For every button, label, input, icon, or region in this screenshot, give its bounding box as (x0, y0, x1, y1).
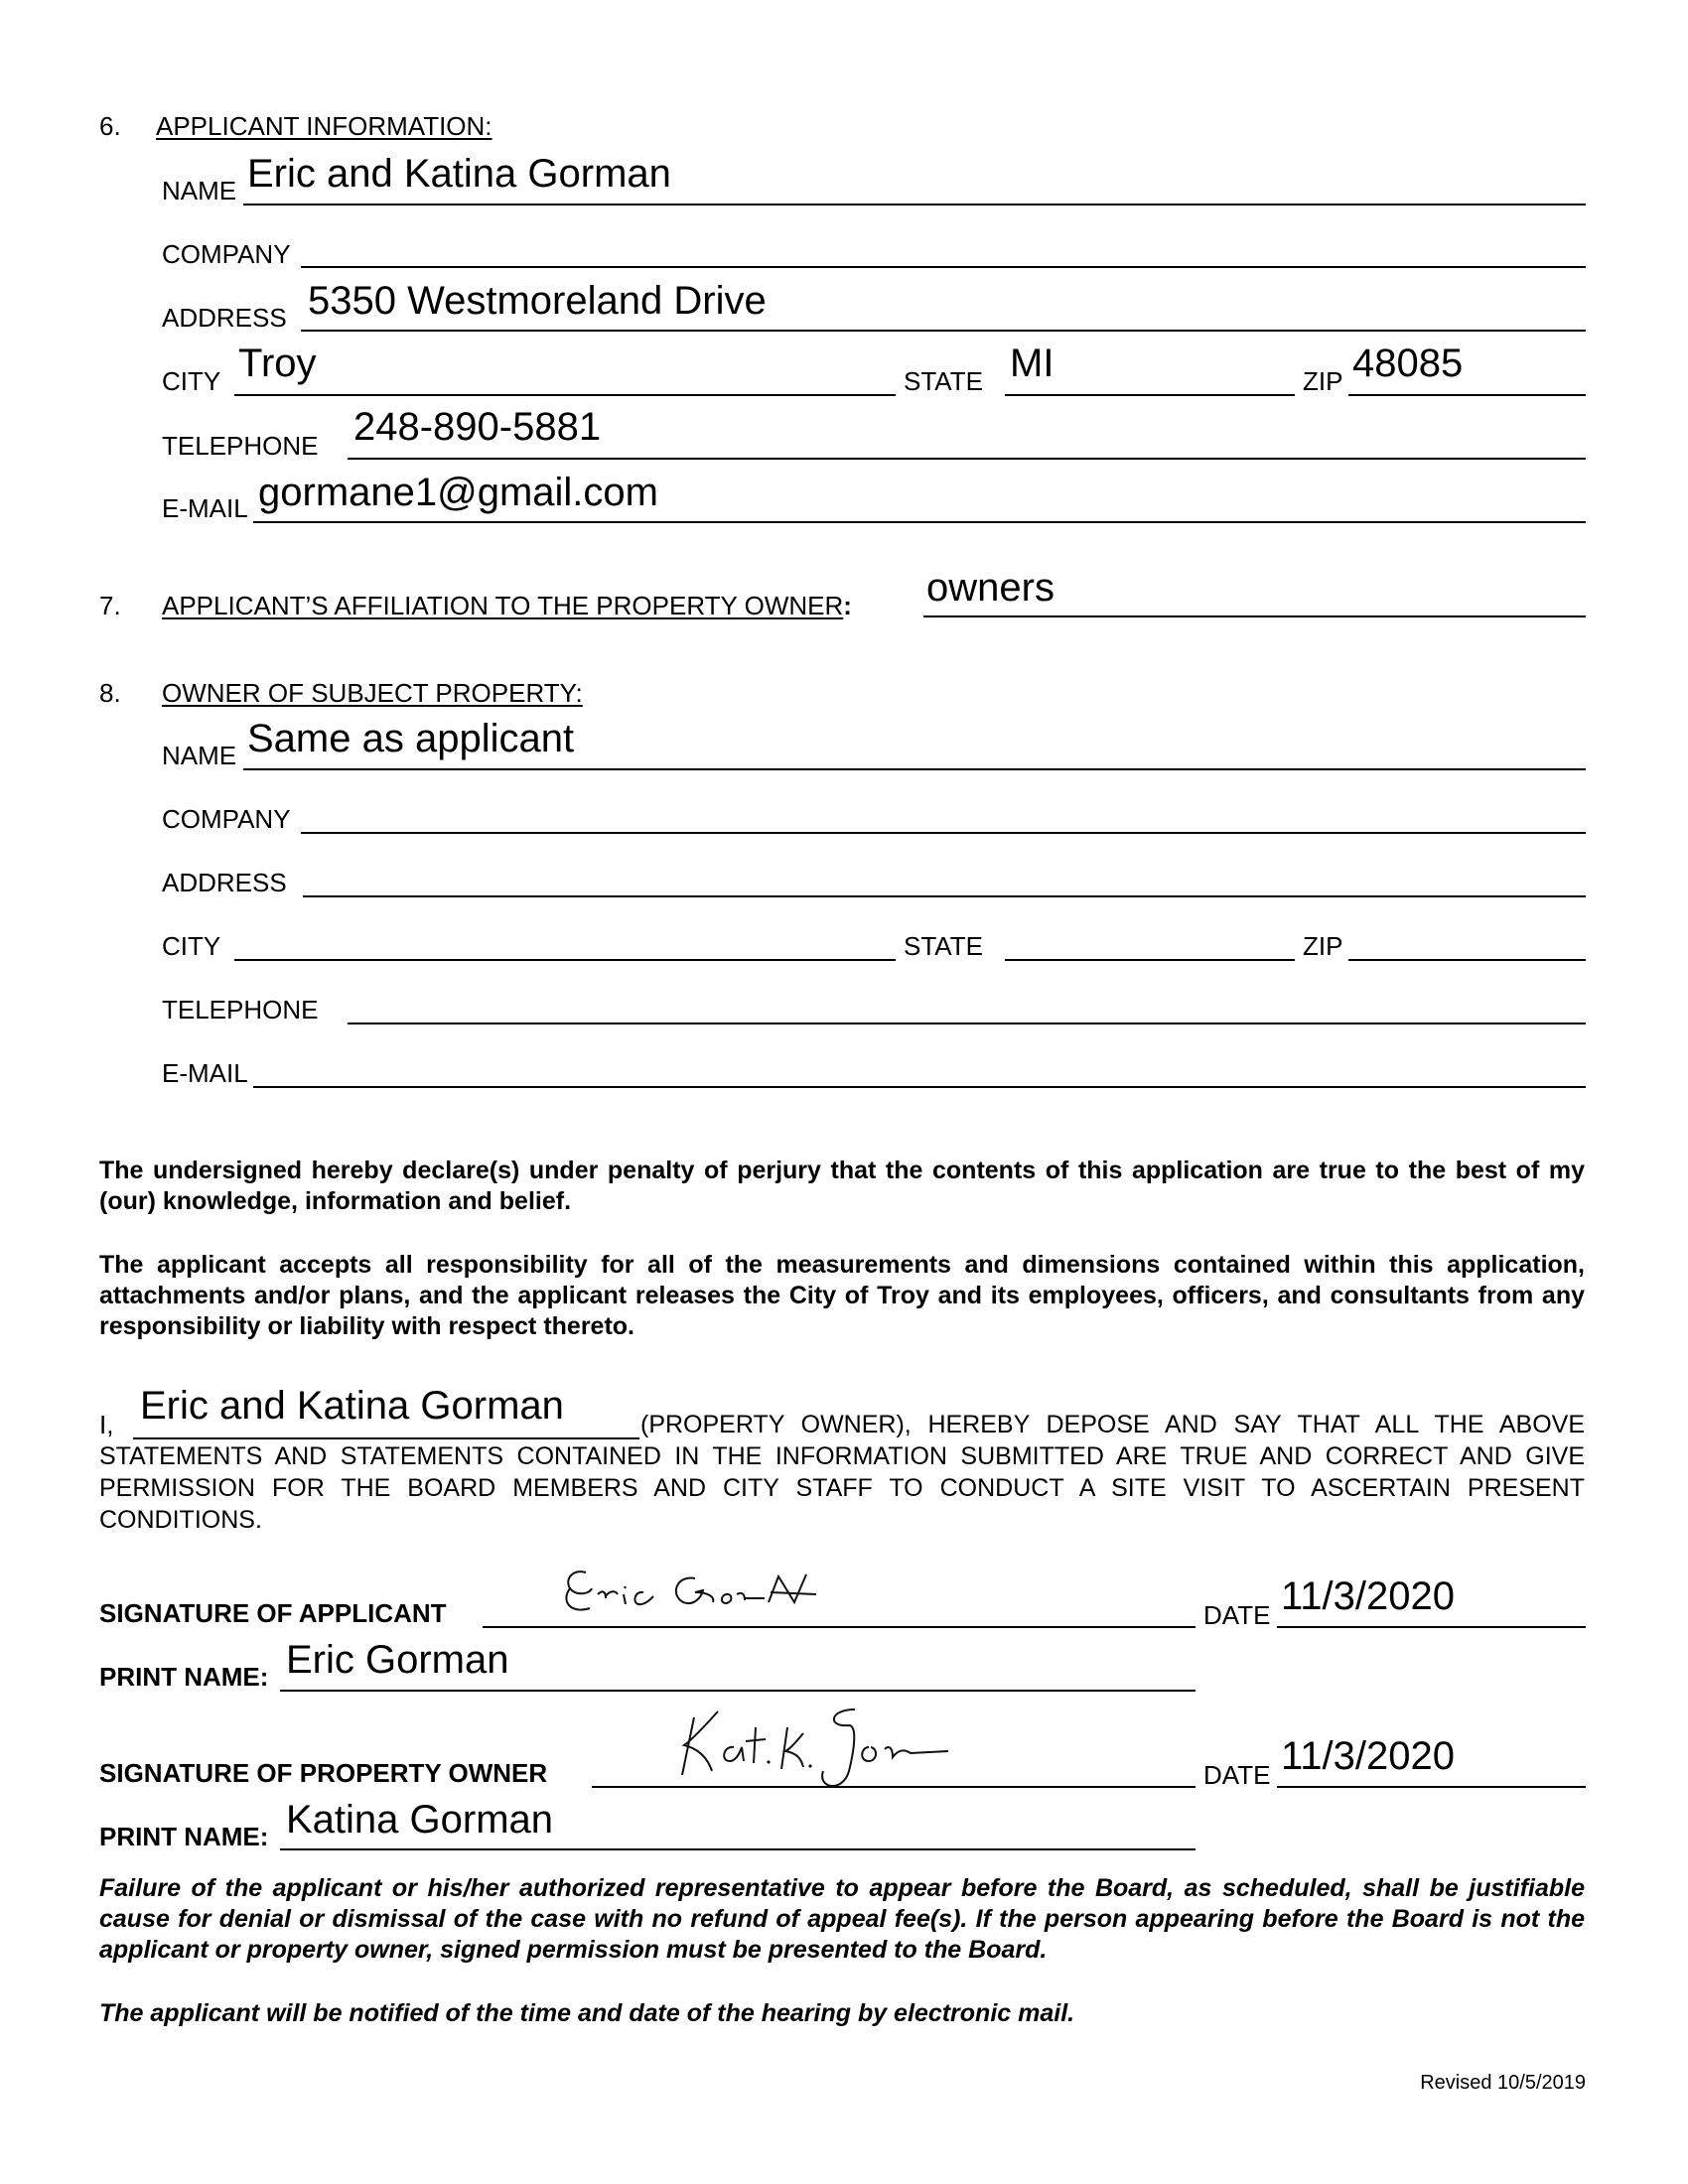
owner-state-label: STATE (904, 931, 983, 961)
applicant-telephone-value[interactable]: 248-890-5881 (353, 405, 602, 449)
applicant-date-value[interactable]: 11/3/2020 (1281, 1574, 1455, 1618)
applicant-email-line (253, 521, 1586, 523)
applicant-state-value[interactable]: MI (1010, 341, 1055, 385)
applicant-email-value[interactable]: gormane1@gmail.com (258, 471, 658, 514)
applicant-city-line (234, 394, 896, 396)
owner-telephone-line (348, 1023, 1586, 1024)
section-7-colon: : (843, 591, 852, 620)
section-6-number: 6. (99, 111, 121, 141)
applicant-signature-image (556, 1559, 834, 1624)
owner-address-line (303, 895, 1586, 897)
applicant-telephone-line (348, 458, 1586, 460)
applicant-date-label: DATE (1203, 1600, 1271, 1630)
applicant-signature-line (483, 1626, 1196, 1628)
owner-signature-image (660, 1698, 958, 1797)
affiliation-line (923, 615, 1586, 617)
owner-name-line (243, 768, 1586, 770)
section-7-heading: APPLICANT’S AFFILIATION TO THE PROPERTY OWNER (162, 591, 844, 620)
applicant-telephone-label: TELEPHONE (162, 431, 319, 461)
applicant-address-value[interactable]: 5350 Westmoreland Drive (308, 279, 767, 323)
owner-company-line (301, 832, 1586, 834)
responsibility-paragraph: The applicant accepts all responsibility for all of the measurements and dimensions contained within this application, attachments and/or plans, and the applicant releases the City of Troy and its employees, officers, and consultants from any responsibility or liability with respect thereto. (99, 1251, 1585, 1340)
owner-print-line (280, 1848, 1196, 1850)
applicant-print-value[interactable]: Eric Gorman (286, 1638, 509, 1682)
depose-owner-value[interactable]: Eric and Katina Gorman (140, 1384, 564, 1428)
applicant-city-label: CITY (162, 366, 221, 396)
applicant-print-label: PRINT NAME: (99, 1662, 269, 1692)
section-8-heading: OWNER OF SUBJECT PROPERTY: (162, 678, 583, 708)
notification-notice: The applicant will be notified of the time and date of the hearing by electronic mail. (99, 1999, 1075, 2027)
applicant-email-label: E-MAIL (162, 493, 248, 523)
applicant-company-label: COMPANY (162, 239, 291, 269)
section-6-heading: APPLICANT INFORMATION: (156, 111, 492, 141)
applicant-name-line (243, 204, 1586, 205)
owner-zip-line (1348, 959, 1586, 961)
applicant-city-value[interactable]: Troy (238, 341, 317, 385)
applicant-company-line (301, 266, 1586, 268)
applicant-name-label: NAME (162, 176, 237, 205)
owner-company-label: COMPANY (162, 804, 291, 834)
owner-city-label: CITY (162, 931, 221, 961)
owner-date-line (1277, 1786, 1586, 1788)
failure-notice: Failure of the applicant or his/her authorized representative to appear before the Board, as scheduled, shall be justifiable cause for denial or dismissal of the case with no refund of appeal fee(s). If the person appearing before the Board is not the applicant or property owner, signed permission must be presented to the Board. (99, 1874, 1585, 1964)
owner-name-value[interactable]: Same as applicant (247, 717, 575, 760)
applicant-address-line (301, 330, 1586, 332)
owner-email-label: E-MAIL (162, 1058, 248, 1088)
applicant-state-label: STATE (904, 366, 983, 396)
owner-zip-label: ZIP (1303, 931, 1343, 961)
applicant-signature-label: SIGNATURE OF APPLICANT (99, 1598, 447, 1628)
owner-date-label: DATE (1203, 1760, 1271, 1790)
owner-city-line (234, 959, 896, 961)
section-8-number: 8. (99, 678, 121, 708)
revised-date: Revised 10/5/2019 (1420, 2072, 1586, 2094)
owner-signature-label: SIGNATURE OF PROPERTY OWNER (99, 1758, 548, 1788)
owner-date-value[interactable]: 11/3/2020 (1281, 1734, 1455, 1778)
applicant-zip-line (1348, 394, 1586, 396)
affiliation-value[interactable]: owners (926, 566, 1055, 610)
applicant-zip-label: ZIP (1303, 366, 1343, 396)
applicant-zip-value[interactable]: 48085 (1352, 341, 1464, 385)
owner-telephone-label: TELEPHONE (162, 995, 319, 1024)
section-7-number: 7. (99, 591, 121, 620)
owner-name-label: NAME (162, 741, 237, 770)
applicant-state-line (1005, 394, 1295, 396)
owner-address-label: ADDRESS (162, 868, 287, 897)
owner-email-line (253, 1086, 1586, 1088)
depose-paragraph: (PROPERTY OWNER), HEREBY DEPOSE AND SAY THAT ALL THE ABOVE STATEMENTS AND STATEMENTS CONTAINED IN THE INFORMATION SUBMITTED ARE TRUE AND CORRECT AND GIVE PERMISSION FOR THE BOARD MEMBERS AND CITY STAFF TO CONDUCT A SITE VISIT TO ASCERTAIN PRESENT CONDITIONS. (99, 1411, 1585, 1534)
owner-state-line (1005, 959, 1295, 961)
owner-print-label: PRINT NAME: (99, 1822, 269, 1851)
applicant-address-label: ADDRESS (162, 303, 287, 333)
applicant-name-value[interactable]: Eric and Katina Gorman (247, 152, 671, 196)
owner-print-value[interactable]: Katina Gorman (286, 1798, 554, 1842)
declaration-paragraph: The undersigned hereby declare(s) under penalty of perjury that the contents of this application are true to the best of my (our) knowledge, information and belief. (99, 1157, 1585, 1215)
depose-prefix: I, (99, 1410, 114, 1439)
applicant-print-line (280, 1690, 1196, 1692)
applicant-date-line (1277, 1626, 1586, 1628)
section-7-heading-wrap (162, 591, 852, 620)
